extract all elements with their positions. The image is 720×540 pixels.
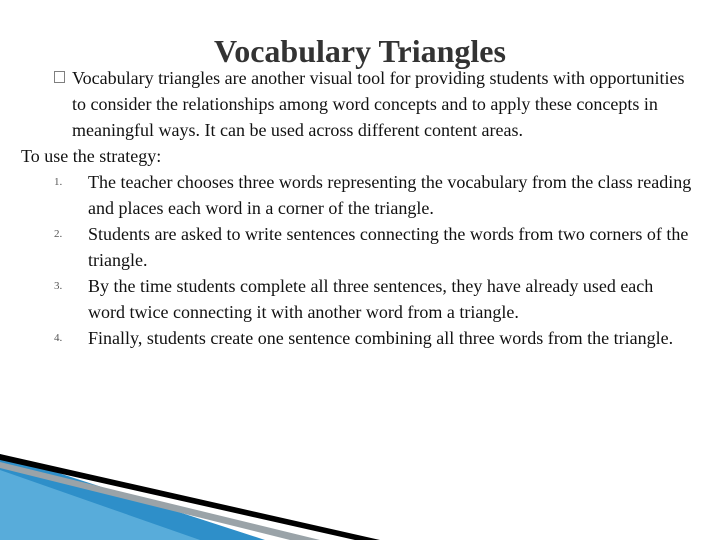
intro-text: To use the strategy: (21, 146, 162, 166)
list-item-text: Finally, students create one sentence combining all three words from the triangle. (88, 328, 674, 348)
list-number: 1. (54, 176, 63, 188)
list-number: 3. (54, 280, 63, 292)
list-item-text: By the time students complete all three sentences, they have already used each word twice connecting it with another word from a triangle. (88, 276, 654, 322)
list-number: 4. (54, 332, 63, 344)
bullet-text: Vocabulary triangles are another visual tool for providing students with opportunities to consider the relationships among word concepts and to apply these concepts in meaningful ways. It can be used across different content areas. (72, 68, 685, 140)
list-item-text: The teacher chooses three words representing the vocabulary from the class reading and places each word in a corner of the triangle. (88, 172, 692, 218)
list-number: 2. (54, 228, 63, 240)
list-item-text: Students are asked to write sentences connecting the words from two corners of the triangle. (88, 224, 689, 270)
slide-title: Vocabulary Triangles (214, 33, 506, 70)
